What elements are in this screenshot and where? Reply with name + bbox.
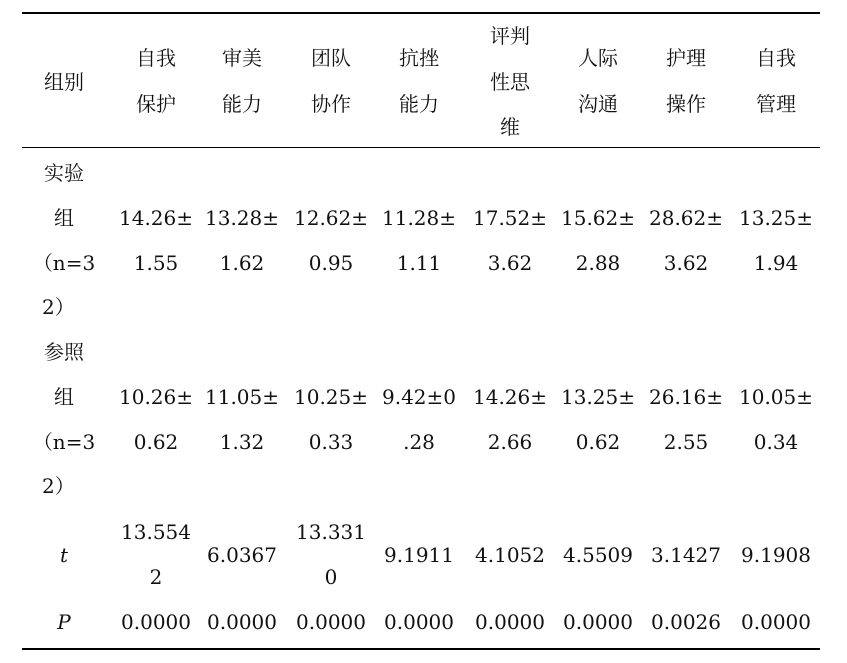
- row-1-label-line-2: 组: [54, 206, 74, 230]
- row-p-col-4: 0.0000: [384, 610, 454, 634]
- row-1-col-5-sd: 3.62: [487, 251, 533, 275]
- row-2-col-3-sd: 0.33: [308, 430, 354, 454]
- header-col-5-line-2: 性思: [490, 70, 530, 94]
- row-1-col-4-sd: 1.11: [396, 251, 442, 275]
- row-1-col-3-sd: 0.95: [308, 251, 354, 275]
- header-col-3-line-2: 协作: [311, 92, 351, 116]
- row-2-label-line-4: 2）: [42, 474, 75, 498]
- row-1-col-6-mean: 15.62±: [560, 206, 636, 230]
- top-rule: [22, 12, 820, 14]
- row-p-col-6: 0.0000: [563, 610, 633, 634]
- header-col-5-line-1: 评判: [490, 24, 530, 48]
- row-1-col-4-mean: 11.28±: [381, 206, 457, 230]
- header-col-8-line-2: 管理: [756, 92, 796, 116]
- row-p-col-8: 0.0000: [741, 610, 811, 634]
- row-2-col-4-mean: 9.42±0: [381, 385, 457, 409]
- row-t-col-1-line-1: 13.554: [121, 520, 191, 544]
- header-col-7-line-2: 操作: [666, 92, 706, 116]
- row-1-col-2-sd: 1.62: [219, 251, 265, 275]
- header-col-6-line-1: 人际: [578, 46, 618, 70]
- row-p-col-7: 0.0026: [651, 610, 721, 634]
- row-1-label-line-1: 实验: [44, 161, 84, 185]
- row-1-col-1-mean: 14.26±: [118, 206, 194, 230]
- row-2-col-7-mean: 26.16±: [648, 385, 724, 409]
- header-col-7-line-1: 护理: [666, 46, 706, 70]
- row-2-col-5-sd: 2.66: [487, 430, 533, 454]
- row-p-col-2: 0.0000: [207, 610, 277, 634]
- row-1-col-2-mean: 13.28±: [204, 206, 280, 230]
- row-2-col-1-sd: 0.62: [133, 430, 179, 454]
- header-col-4-line-2: 能力: [399, 92, 439, 116]
- row-2-col-1-mean: 10.26±: [118, 385, 194, 409]
- row-1-col-7-mean: 28.62±: [648, 206, 724, 230]
- row-2-label-line-2: 组: [54, 385, 74, 409]
- row-2-col-2-sd: 1.32: [219, 430, 265, 454]
- header-col-2-line-1: 审美: [222, 46, 262, 70]
- row-t-col-7: 3.1427: [651, 543, 721, 567]
- row-t-col-2: 6.0367: [207, 543, 277, 567]
- row-t-col-1-line-2: 2: [149, 565, 163, 589]
- row-1-col-3-mean: 12.62±: [293, 206, 369, 230]
- row-p-label: P: [57, 610, 71, 634]
- header-col-8-line-1: 自我: [756, 46, 796, 70]
- header-col-1-line-1: 自我: [136, 46, 176, 70]
- row-2-label-line-3: （n=3: [32, 430, 96, 454]
- row-t-col-5: 4.1052: [475, 543, 545, 567]
- row-t-col-3-line-1: 13.331: [296, 520, 366, 544]
- header-group-label: 组别: [44, 70, 84, 94]
- row-1-col-1-sd: 1.55: [133, 251, 179, 275]
- row-2-col-5-mean: 14.26±: [472, 385, 548, 409]
- header-col-4-line-1: 抗挫: [399, 46, 439, 70]
- row-2-col-4-sd: .28: [403, 430, 435, 454]
- row-1-col-8-mean: 13.25±: [738, 206, 814, 230]
- row-1-col-7-sd: 3.62: [663, 251, 709, 275]
- row-1-col-6-sd: 2.88: [575, 251, 621, 275]
- row-2-col-7-sd: 2.55: [663, 430, 709, 454]
- row-1-label-line-3: （n=3: [32, 251, 96, 275]
- row-2-label-line-1: 参照: [44, 340, 84, 364]
- row-p-col-5: 0.0000: [475, 610, 545, 634]
- row-t-col-8: 9.1908: [741, 543, 811, 567]
- row-1-col-5-mean: 17.52±: [472, 206, 548, 230]
- row-p-col-3: 0.0000: [296, 610, 366, 634]
- row-t-col-6: 4.5509: [563, 543, 633, 567]
- bottom-rule: [22, 648, 820, 650]
- row-2-col-6-mean: 13.25±: [560, 385, 636, 409]
- row-2-col-2-mean: 11.05±: [204, 385, 280, 409]
- header-col-6-line-2: 沟通: [578, 92, 618, 116]
- row-2-col-8-mean: 10.05±: [738, 385, 814, 409]
- header-col-5-line-3: 维: [500, 115, 520, 139]
- header-col-1-line-2: 保护: [136, 92, 176, 116]
- row-2-col-6-sd: 0.62: [575, 430, 621, 454]
- row-1-label-line-4: 2）: [42, 295, 75, 319]
- row-t-col-3-line-2: 0: [324, 565, 338, 589]
- row-2-col-3-mean: 10.25±: [293, 385, 369, 409]
- row-t-col-4: 9.1911: [384, 543, 454, 567]
- header-col-2-line-2: 能力: [222, 92, 262, 116]
- row-t-label: t: [59, 543, 69, 567]
- header-rule: [22, 147, 820, 148]
- row-p-col-1: 0.0000: [121, 610, 191, 634]
- row-2-col-8-sd: 0.34: [753, 430, 799, 454]
- header-col-3-line-1: 团队: [311, 46, 351, 70]
- row-1-col-8-sd: 1.94: [753, 251, 799, 275]
